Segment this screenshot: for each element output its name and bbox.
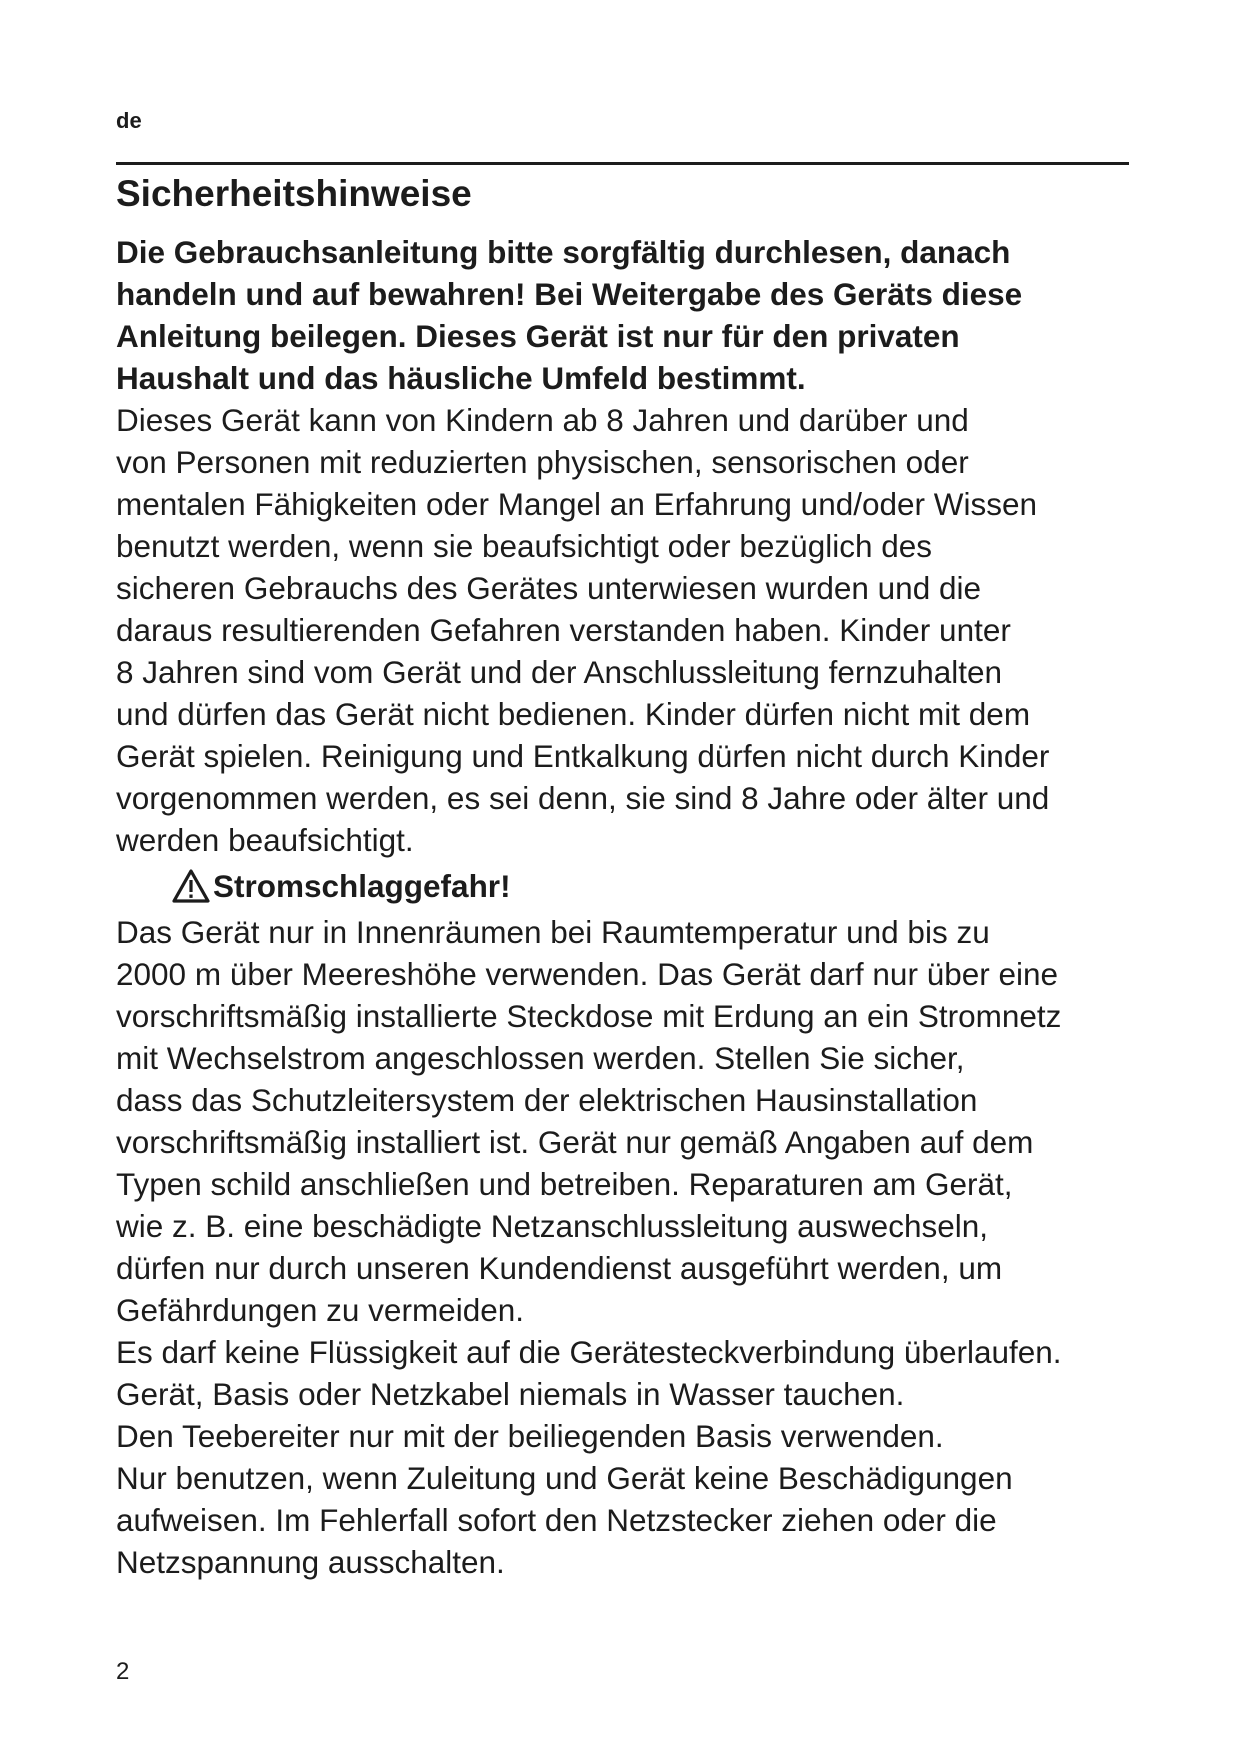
page-title: Sicherheitshinweise: [116, 173, 472, 214]
children-line: 8 Jahren sind vom Gerät und der Anschlussleitung fernzuhalten: [116, 654, 1003, 690]
children-line: von Personen mit reduzierten physischen, sensorischen oder: [116, 444, 969, 480]
children-line: mentalen Fähigkeiten oder Mangel an Erfahrung und/oder Wissen: [116, 486, 1038, 522]
children-line: werden beaufsichtigt.: [116, 822, 414, 858]
warning-line: Gefährdungen zu vermeiden.: [116, 1292, 525, 1328]
warning-triangle-icon: [171, 868, 211, 904]
warning-line: wie z. B. eine beschädigte Netzanschlussleitung auswechseln,: [116, 1208, 989, 1244]
children-line: benutzt werden, wenn sie beaufsichtigt oder bezüglich des: [116, 528, 933, 564]
warning-line: mit Wechselstrom angeschlossen werden. Stellen Sie sicher,: [116, 1040, 965, 1076]
warning-heading: [116, 861, 1146, 911]
warning-line: Netzspannung ausschalten.: [116, 1544, 505, 1580]
children-line: Dieses Gerät kann von Kindern ab 8 Jahren und darüber und: [116, 402, 969, 438]
children-line: daraus resultierenden Gefahren verstanden haben. Kinder unter: [116, 612, 1011, 648]
warning-line: 2000 m über Meereshöhe verwenden. Das Gerät darf nur über eine: [116, 956, 1059, 992]
children-line: vorgenommen werden, es sei denn, sie sind 8 Jahre oder älter und: [116, 780, 1050, 816]
children-line: Gerät spielen. Reinigung und Entkalkung dürfen nicht durch Kinder: [116, 738, 1050, 774]
warning-line: Gerät, Basis oder Netzkabel niemals in Wasser tauchen.: [116, 1376, 905, 1412]
warning-line: Nur benutzen, wenn Zuleitung und Gerät keine Beschädigungen: [116, 1460, 1013, 1496]
warning-heading-text: Stromschlaggefahr!: [213, 868, 511, 904]
warning-line: vorschriftsmäßig installierte Steckdose mit Erdung an ein Stromnetz: [116, 998, 1062, 1034]
children-line: und dürfen das Gerät nicht bedienen. Kinder dürfen nicht mit dem: [116, 696, 1031, 732]
warning-line: Es darf keine Flüssigkeit auf die Gerätesteckverbindung überlaufen.: [116, 1334, 1062, 1370]
intro-line: handeln und auf bewahren! Bei Weitergabe des Geräts diese: [116, 276, 1023, 312]
warning-line: Den Teebereiter nur mit der beiliegenden Basis verwenden.: [116, 1418, 944, 1454]
page-number: 2: [116, 1658, 130, 1685]
warning-line: Typen schild anschließen und betreiben. Reparaturen am Gerät,: [116, 1166, 1013, 1202]
children-line: sicheren Gebrauchs des Gerätes unterwiesen wurden und die: [116, 570, 982, 606]
intro-line: Die Gebrauchsanleitung bitte sorgfältig durchlesen, danach: [116, 234, 1011, 270]
warning-line: dass das Schutzleitersystem der elektrischen Hausinstallation: [116, 1082, 978, 1118]
language-label: de: [116, 108, 142, 133]
warning-line: aufweisen. Im Fehlerfall sofort den Netzstecker ziehen oder die: [116, 1502, 997, 1538]
intro-line: Haushalt und das häusliche Umfeld bestimmt.: [116, 360, 806, 396]
header-rule: [116, 162, 1129, 165]
warning-line: dürfen nur durch unseren Kundendienst ausgeführt werden, um: [116, 1250, 1003, 1286]
warning-line: vorschriftsmäßig installiert ist. Gerät nur gemäß Angaben auf dem: [116, 1124, 1034, 1160]
body-text: [116, 231, 1146, 1583]
intro-line: Anleitung beilegen. Dieses Gerät ist nur für den privaten: [116, 318, 960, 354]
warning-line: Das Gerät nur in Innenräumen bei Raumtemperatur und bis zu: [116, 914, 990, 950]
